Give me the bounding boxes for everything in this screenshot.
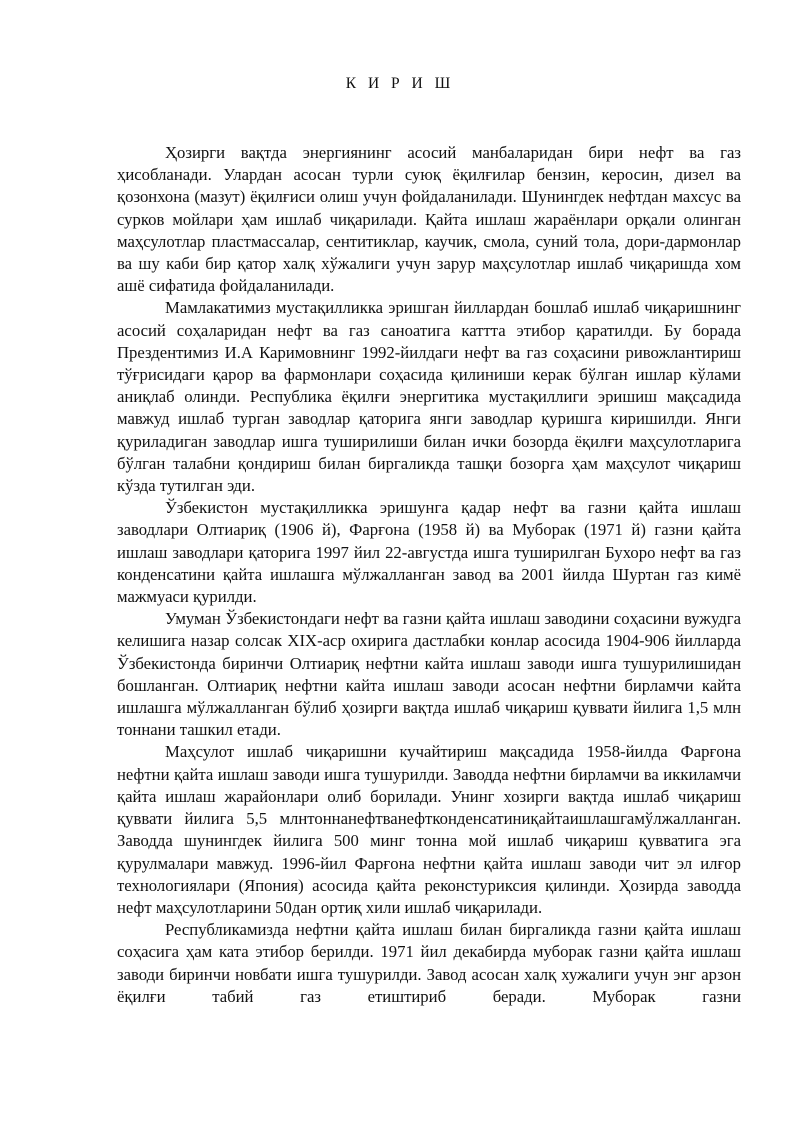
page-title: К И Р И Ш: [345, 75, 455, 92]
paragraph-5: Маҳсулот ишлаб чиқаришни кучайтириш мақсадида 1958-йилда Фарғона нефтни қайта ишлаш заводи ишга тушурилди. Заводда нефтни бирламчи ва иккиламчи қайта ишлаш жарайонлари олиб борилади. Унинг хозирги вақтда ишлаб чиқариш қуввати йилига 5,5 млнтоннанефтванефтконденсатиниқайтаишлашгамўлжалланган. Заводда шунингдек йилига 500 минг тонна мой ишлаб чиқариш қувватига эга қурулмалари мавжуд. 1996-йил Фарғона нефтни қайта ишлаш заводи чит эл илғор технологиялари (Япония) асосида қайта реконстуриксия қилинди. Ҳозирда заводда нефт маҳсулотларини 50дан ортиқ хили ишлаб чиқарилади.: [117, 742, 741, 917]
paragraph-6: Республикамизда нефтни қайта ишлаш билан биргаликда газни қайта ишлаш соҳасига ҳам ката этибор берилди. 1971 йил декабирда муборак газни қайта ишлаш заводи биринчи новбати ишга тушурилди. Завод асосан халқ хужалиги учун энг арзон ёқилғи табий газ етиштириб беради. Муборак газни: [117, 920, 741, 1006]
paragraph-2: Мамлакатимиз мустақилликка эришган йиллардан бошлаб ишлаб чиқаришнинг асосий соҳаларидан нефт ва газ саноатига каттта этибор қаратилди. Бу борада Прездентимиз И.А Каримовнинг 1992-йилдаги нефт ва газ соҳасини ривожлантириш тўғрисидаги қарор ва фармонлари соҳасида қилиниши керак бўлган ишлар кўлами аниқлаб олинди. Республика ёқилғи энергитика мустақиллиги эришиш мақсадида мавжуд ишлаб турган заводлар қаторига янги заводлар қуришга киришилди. Янги қуриладиган заводлар ишга туширилиши билан ички бозорда ёқилғи маҳсулотларига бўлган талабни қондириш билан биргаликда ташқи бозорга ҳам маҳсулот чиқариш кўзда тутилган эди.: [117, 298, 741, 496]
document-body: [117, 142, 741, 1008]
paragraph-4: Умуман Ўзбекистондаги нефт ва газни қайта ишлаш заводини соҳасини вужудга келишига назар солсак XIX-аср охирига дастлабки конлар асосида 1904-906 йилларда Ўзбекистонда биринчи Олтиариқ нефтни кайта ишлаш заводи ишга тушурилишидан бошланган. Олтиариқ нефтни кайта ишлаш заводи асосан нефтни бирламчи кайта ишлашга мўлжалланган бўлиб ҳозирги вақтда ишлаб чиқариш қуввати йилига 1,5 млн тоннани ташкил етади.: [117, 609, 741, 740]
paragraph-1: Ҳозирги вақтда энергиянинг асосий манбаларидан бири нефт ва газ ҳисобланади. Улардан асосан турли суюқ ёқилғилар бензин, керосин, дизел ва қозонхона (мазут) ёқилғиси олиш учун фойдаланилади. Шунингдек нефтдан махсус ва сурков мойлари ҳам ишлаб чиқарилади. Қайта ишлаш жараёнлари орқали олинган маҳсулотлар пластмассалар, сентитиклар, каучик, смола, суний тола, дори-дармонлар ва шу каби бир қатор халқ хўжалиги учун зарур маҳсулотлар ишлаб чиқаришда хом ашё сифатида фойдаланилади.: [117, 143, 741, 296]
paragraph-3: Ўзбекистон мустақилликка эришунга қадар нефт ва газни қайта ишлаш заводлари Олтиариқ (1906 й), Фарғона (1958 й) ва Муборак (1971 й) газни қайта ишлаш заводлари қаторига 1997 йил 22-августда ишга туширилган Бухоро нефт ва газ конденсатини қайта ишлашга мўлжалланган завод ва 2001 йилда Шуртан газ кимё мажмуаси қурилди.: [117, 498, 741, 607]
